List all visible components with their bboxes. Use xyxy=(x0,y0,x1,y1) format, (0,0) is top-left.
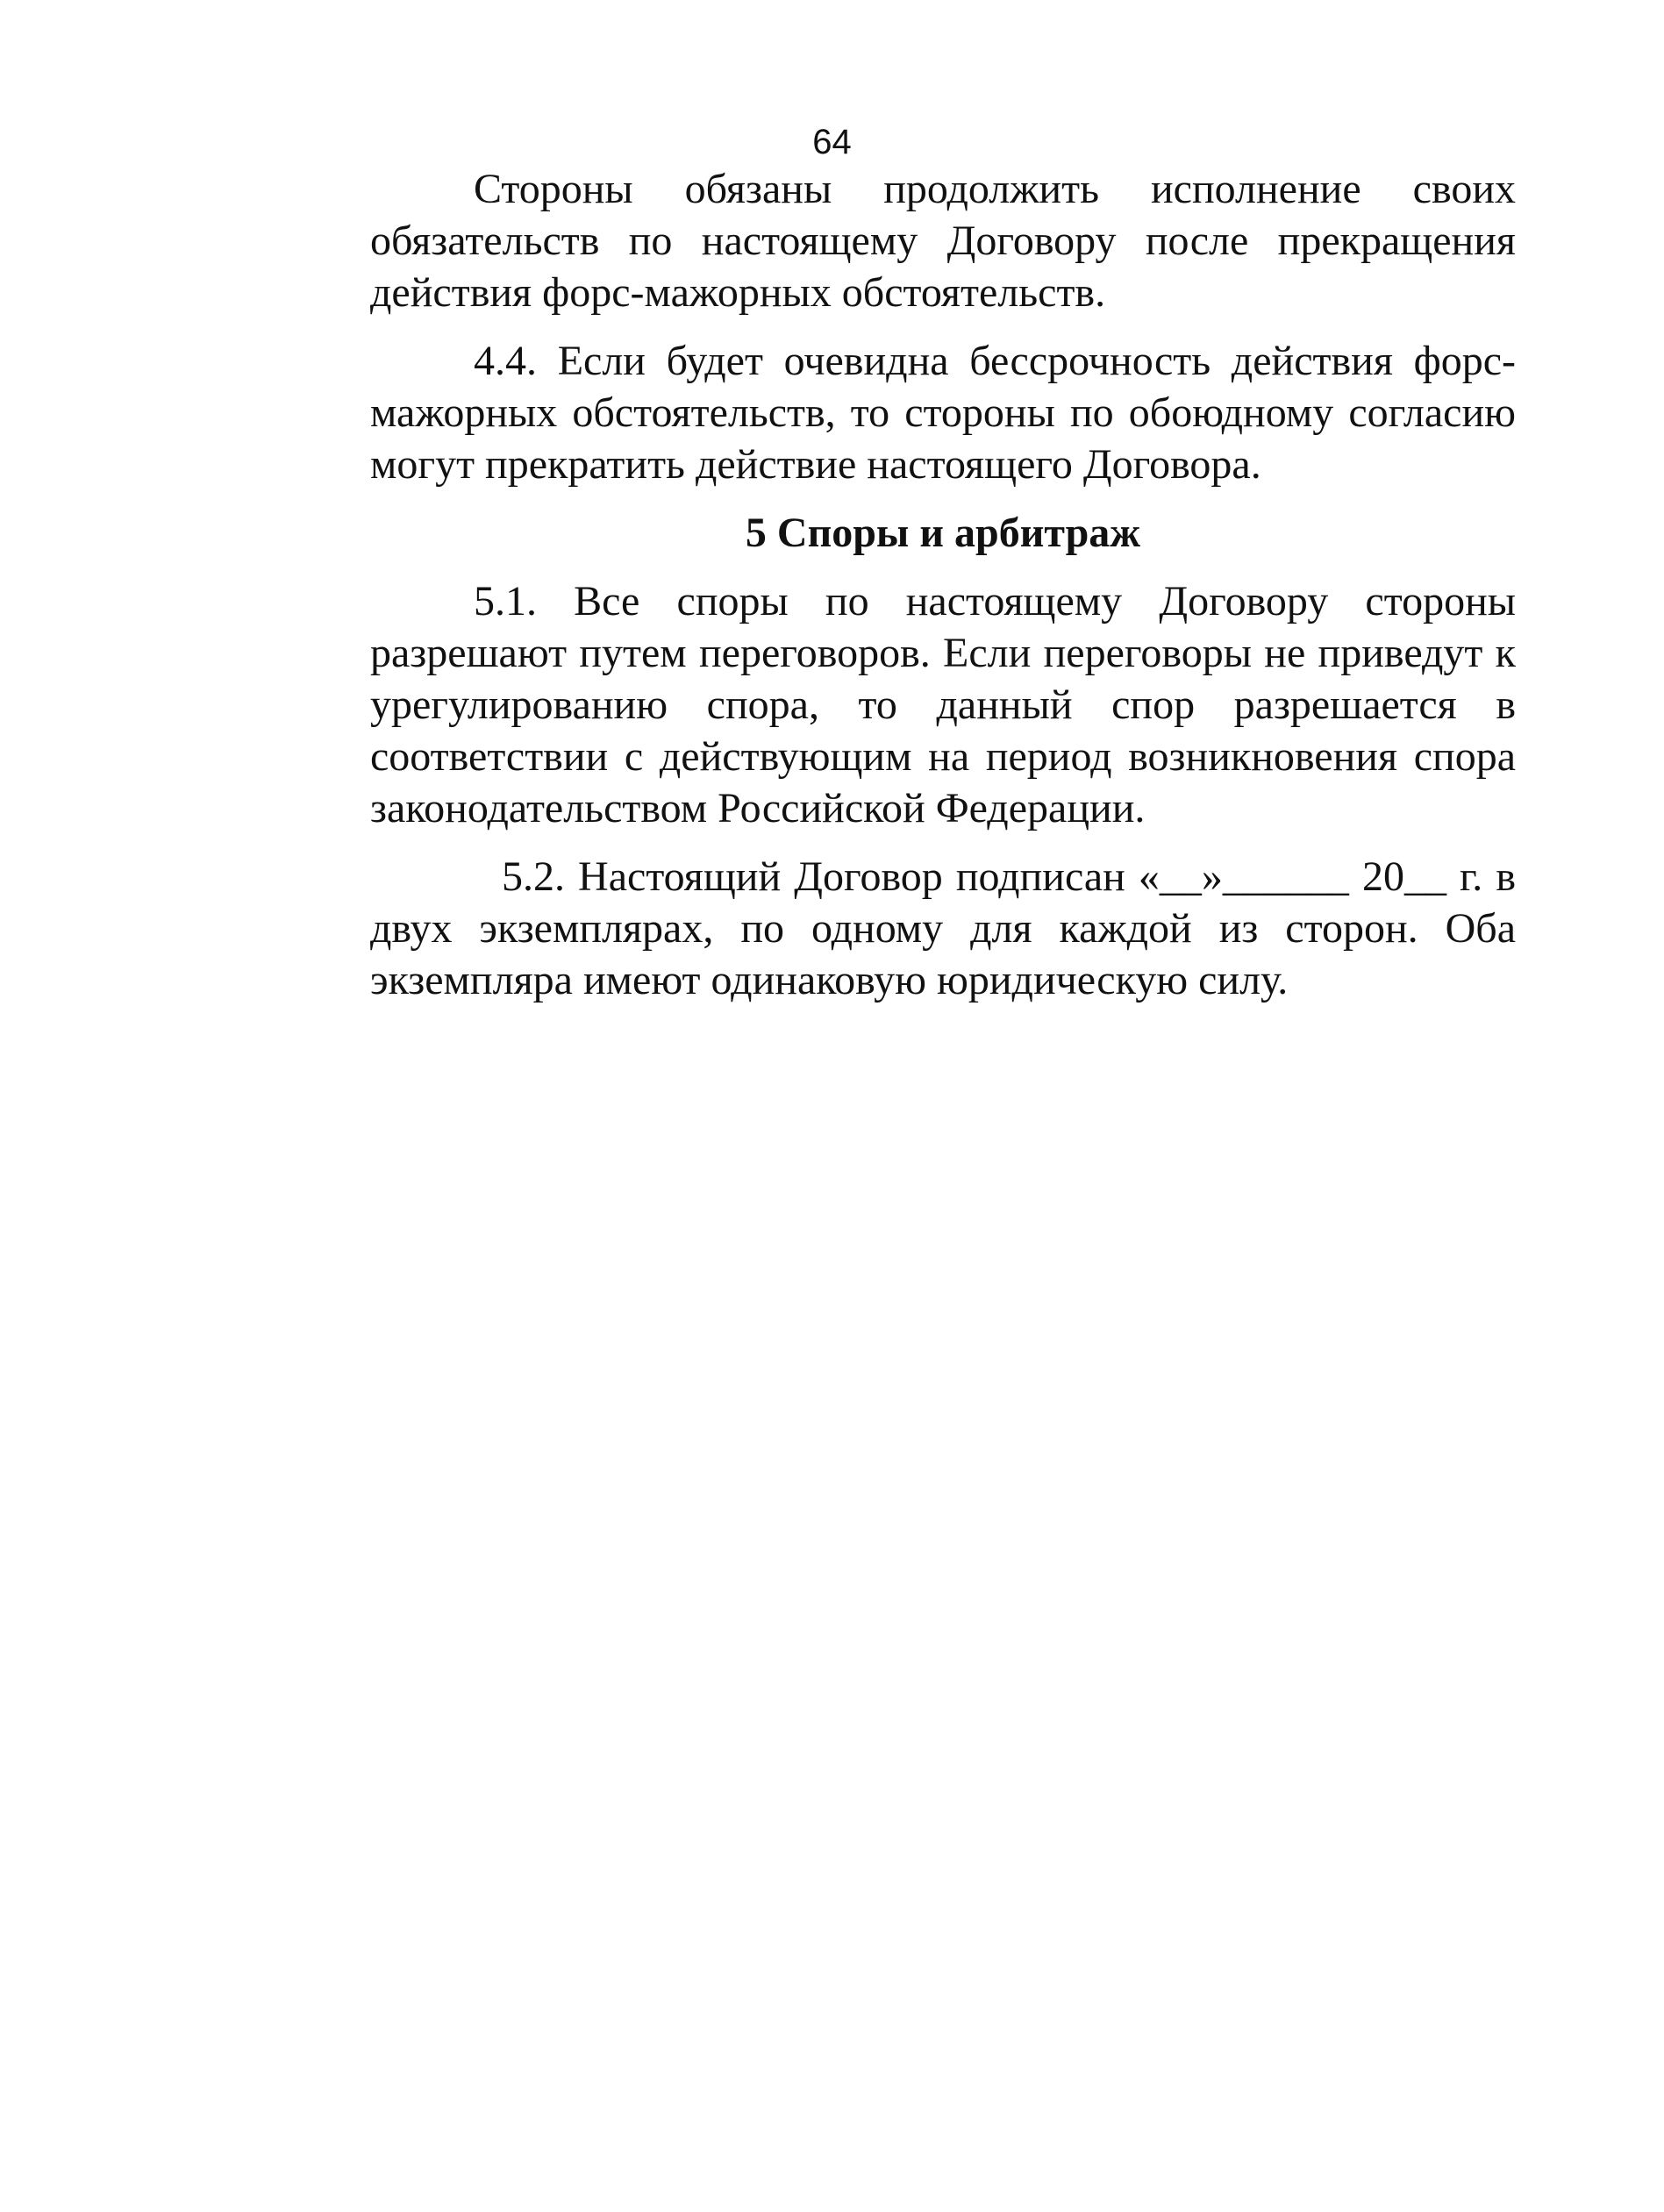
paragraph-5-1: 5.1. Все споры по настоящему Договору стороны разрешают путем переговоров. Если переговоры не приведут к урегулированию спора, то данный спор разрешается в соответствии с действующим на период возникновения спора законодательством Российской Федерации. xyxy=(370,578,1516,831)
paragraph-4-4: 4.4. Если будет очевидна бессрочность действия форс-мажорных обстоятельств, то стороны по обоюдному согласию могут прекратить действие настоящего Договора. xyxy=(370,338,1516,488)
page-number: 64 xyxy=(812,123,852,161)
paragraph-5-2: 5.2. Настоящий Договор подписан «__»______ 20__ г. в двух экземплярах, по одному для каждой из сторон. Оба экземпляра имеют одинаковую юридическую силу. xyxy=(370,853,1516,1003)
document-body xyxy=(370,163,1516,1006)
paragraph-obligations-continue: Стороны обязаны продолжить исполнение своих обязательств по настоящему Договору после прекращения действия форс-мажорных обстоятельств. xyxy=(370,166,1516,316)
section-heading-disputes: 5 Споры и арбитраж xyxy=(745,510,1141,556)
